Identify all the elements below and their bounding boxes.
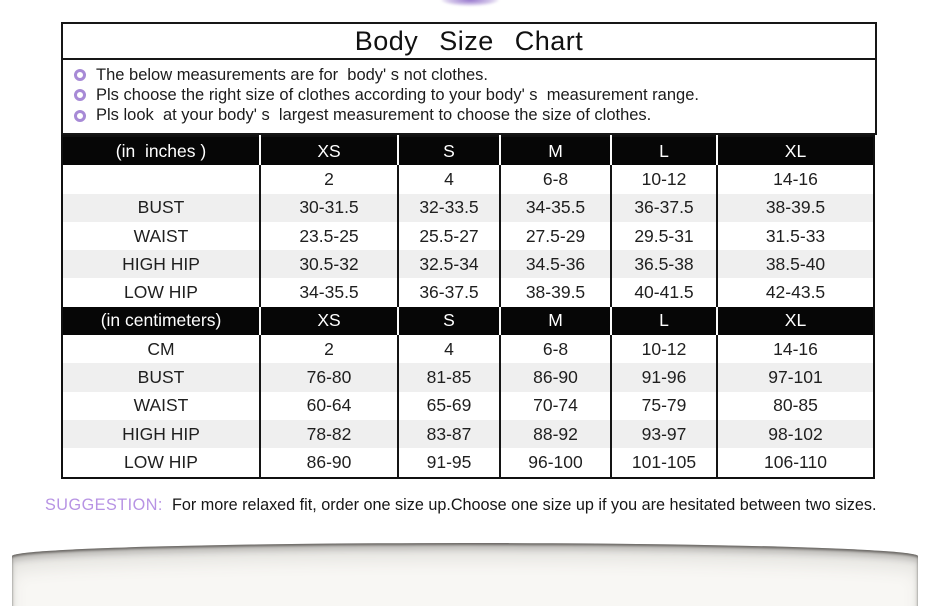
bullet-ring-icon [74,110,86,122]
row-label: LOW HIP [124,451,198,472]
header-cell-xs: XS [260,307,398,335]
size-value-cell: 27.5-29 [500,222,611,250]
size-value-cell: 2 [260,165,398,193]
row-label: BUST [62,194,260,222]
note-text: The below measurements are for body' s not clothes. [96,65,489,84]
size-value-cell: 91-95 [398,448,500,477]
size-value-cell: 38-39.5 [717,194,874,222]
header-cell-xl: XL [717,307,874,335]
note-text: Pls choose the right size of clothes according to your body' s measurement range. [96,85,699,104]
table-row [62,194,874,222]
size-value-cell: 25.5-27 [398,222,500,250]
row-label: WAIST [133,395,189,416]
inches-body [62,165,874,306]
size-value-cell: 36-37.5 [398,278,500,306]
size-value-cell: 97-101 [717,363,874,391]
suggestion-text: For more relaxed fit, order one size up.Choose one size up if you are hesitated between two sizes. [171,496,877,514]
note-text: Pls look at your body' s largest measurement to choose the size of clothes. [96,106,652,125]
size-value-cell: 38-39.5 [500,278,611,306]
row-label: CM [147,338,175,359]
size-value-cell: 65-69 [398,392,500,420]
centimeters-header-row [62,307,874,335]
size-value-cell: 6-8 [500,165,611,193]
size-value-cell: 101-105 [611,448,717,477]
centimeters-body [62,335,874,477]
header-cell-xs: XS [260,136,398,165]
row-label: BUST [62,363,260,391]
size-value-cell: 70-74 [500,392,611,420]
header-cell-s: S [398,307,500,335]
header-cell-unit: (in centimeters) [62,307,260,335]
info-box [61,22,877,135]
size-value-cell: 81-85 [398,363,500,391]
table-row [62,392,874,420]
page-curl-shadow [12,543,918,606]
table-row [62,165,874,193]
table-row [62,420,874,448]
row-label: LOW HIP [124,282,198,303]
table-row [62,448,874,477]
table-header-row [62,307,874,335]
table-row [62,363,874,391]
size-value-cell: 75-79 [611,392,717,420]
header-cell-unit: (in inches ) [62,136,260,165]
size-value-cell: 14-16 [717,165,874,193]
size-value-cell: 10-12 [611,165,717,193]
note-item [71,85,867,105]
size-table [61,135,875,479]
bottom-shadow-area [0,542,930,606]
size-value-cell: 38.5-40 [717,250,874,278]
size-value-cell: 4 [398,335,500,363]
size-value-cell: 80-85 [717,392,874,420]
size-value-cell: 30-31.5 [260,194,398,222]
suggestion-line [45,496,876,515]
size-value-cell: 88-92 [500,420,611,448]
size-value-cell: 30.5-32 [260,250,398,278]
bullet-ring-icon [74,69,86,81]
size-value-cell: 96-100 [500,448,611,477]
size-value-cell: 36-37.5 [611,194,717,222]
notes-list [63,60,875,133]
row-label: HIGH HIP [62,420,260,448]
size-value-cell: 23.5-25 [260,222,398,250]
size-value-cell: 76-80 [260,363,398,391]
row-label [62,165,260,193]
decorative-purple-blob [441,0,499,6]
header-cell-m: M [500,307,611,335]
size-value-cell: 29.5-31 [611,222,717,250]
header-cell-m: M [500,136,611,165]
size-value-cell: 40-41.5 [611,278,717,306]
header-cell-s: S [398,136,500,165]
row-label: WAIST [133,225,189,246]
size-value-cell: 6-8 [500,335,611,363]
size-value-cell: 34-35.5 [260,278,398,306]
size-value-cell: 31.5-33 [717,222,874,250]
size-value-cell: 106-110 [717,448,874,477]
size-value-cell: 98-102 [717,420,874,448]
row-label: HIGH HIP [62,250,260,278]
table-row [62,335,874,363]
table-header-row [62,136,874,165]
size-value-cell: 4 [398,165,500,193]
size-value-cell: 34.5-36 [500,250,611,278]
size-value-cell: 86-90 [500,363,611,391]
note-item [71,65,867,85]
header-cell-xl: XL [717,136,874,165]
size-value-cell: 34-35.5 [500,194,611,222]
table-row [62,278,874,306]
suggestion-label: SUGGESTION: [45,496,163,514]
size-value-cell: 32-33.5 [398,194,500,222]
size-value-cell: 93-97 [611,420,717,448]
page-title: Body Size Chart [63,24,875,60]
header-cell-l: L [611,136,717,165]
size-value-cell: 83-87 [398,420,500,448]
inches-header-row [62,136,874,165]
size-value-cell: 2 [260,335,398,363]
size-value-cell: 78-82 [260,420,398,448]
bullet-ring-icon [74,89,86,101]
size-value-cell: 60-64 [260,392,398,420]
note-item [71,106,867,126]
size-value-cell: 42-43.5 [717,278,874,306]
size-value-cell: 10-12 [611,335,717,363]
table-row [62,250,874,278]
table-row [62,222,874,250]
size-value-cell: 86-90 [260,448,398,477]
size-value-cell: 14-16 [717,335,874,363]
header-cell-l: L [611,307,717,335]
size-value-cell: 36.5-38 [611,250,717,278]
size-value-cell: 91-96 [611,363,717,391]
size-value-cell: 32.5-34 [398,250,500,278]
